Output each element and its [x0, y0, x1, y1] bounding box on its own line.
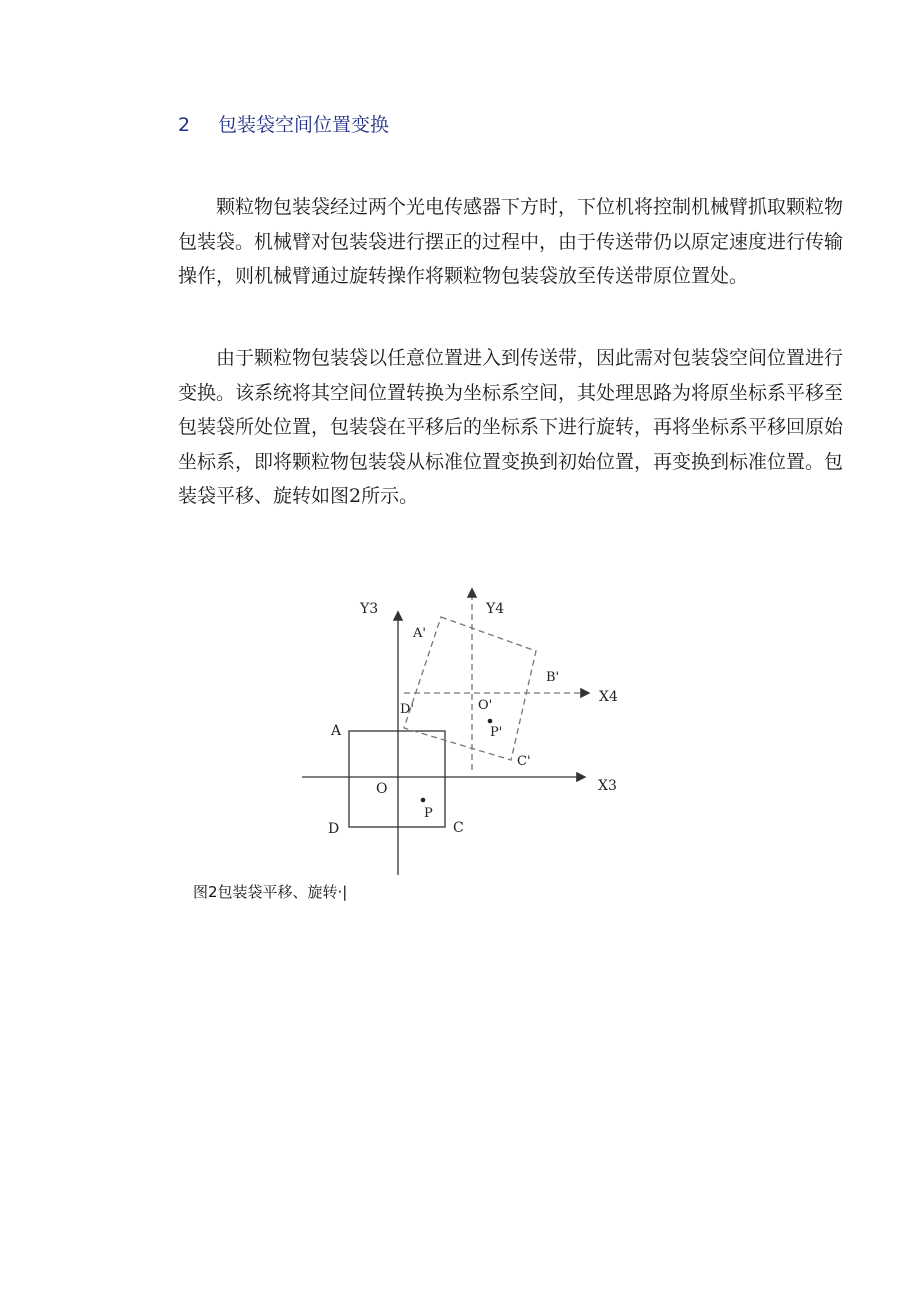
paragraph-1 — [178, 190, 844, 294]
label-c: C — [453, 820, 464, 836]
label-a: A — [331, 723, 342, 739]
label-x4: X4 — [599, 689, 618, 705]
label-b-prime: B' — [546, 670, 560, 685]
figure-caption: 图2包装袋平移、旋转·| — [193, 883, 348, 901]
point-p — [421, 798, 426, 803]
coordinate-transform-diagram — [298, 585, 620, 875]
label-p: P — [424, 806, 433, 821]
section-heading — [178, 110, 389, 137]
paragraph-line: 变换。该系统将其空间位置转换为坐标系空间，其处理思路为将原坐标系平移至 — [178, 381, 844, 404]
label-p-prime: P' — [490, 725, 503, 740]
diagram-svg — [298, 585, 620, 875]
label-x3: X3 — [598, 778, 617, 794]
label-y3: Y3 — [360, 601, 379, 617]
paragraph-2 — [178, 341, 844, 514]
paragraph-line: 装袋平移、旋转如图2所示。 — [178, 485, 419, 507]
section-title: 包装袋空间位置变换 — [218, 114, 390, 136]
label-o-prime: O' — [478, 698, 493, 713]
paragraph-line: 包装袋。机械臂对包装袋进行摆正的过程中，由于传送带仍以原定速度进行传输 — [178, 230, 844, 253]
paragraph-line: 由于颗粒物包装袋以任意位置进入到传送带，因此需对包装袋空间位置进行 — [178, 347, 844, 369]
label-d: D — [328, 821, 340, 837]
paragraph-line: 操作，则机械臂通过旋转操作将颗粒物包装袋放至传送带原位置处。 — [178, 265, 749, 287]
label-y4: Y4 — [486, 601, 505, 617]
paragraph-line: 包装袋所处位置，包装袋在平移后的坐标系下进行旋转，再将坐标系平移回原始 — [178, 416, 844, 438]
label-o: O — [376, 781, 388, 797]
label-a-prime: A' — [413, 626, 426, 641]
paragraph-line: 颗粒物包装袋经过两个光电传感器下方时，下位机将控制机械臂抓取颗粒物 — [178, 196, 844, 218]
label-d-prime: D' — [400, 702, 414, 717]
paragraph-line: 坐标系，即将颗粒物包装袋从标准位置变换到初始位置，再变换到标准位置。包 — [178, 450, 844, 473]
section-number: 2 — [178, 114, 191, 136]
point-p-prime — [488, 719, 493, 724]
label-c-prime: C' — [517, 754, 531, 769]
